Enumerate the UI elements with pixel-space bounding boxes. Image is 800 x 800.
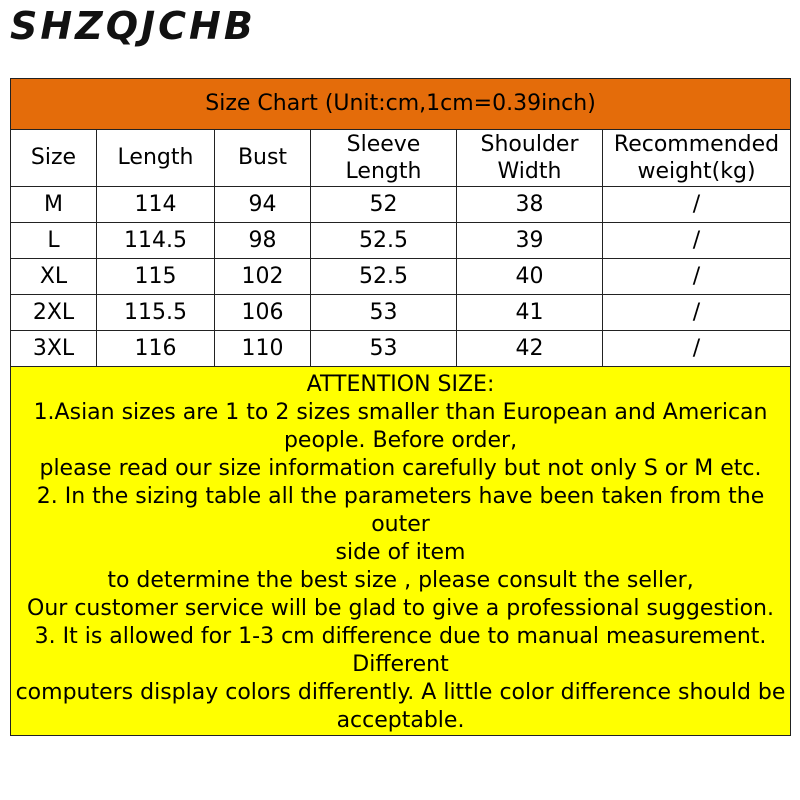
cell-shoulder-width: 40 (457, 259, 603, 295)
cell-length: 114.5 (97, 223, 215, 259)
header-length-label: Length (117, 145, 194, 170)
cell-bust: 110 (215, 331, 311, 367)
cell-shoulder-width: 39 (457, 223, 603, 259)
cell-sleeve-length: 53 (311, 331, 457, 367)
cell-size: XL (11, 259, 97, 295)
header-shoulder-width-label: Shoulder Width (480, 132, 579, 184)
note-line: computers display colors differently. A little color difference should be (15, 680, 786, 705)
cell-shoulder-width: 38 (457, 187, 603, 223)
note-line: Our customer service will be glad to give a professional suggestion. (27, 596, 774, 621)
notes-row (11, 367, 791, 736)
cell-shoulder-width: 42 (457, 331, 603, 367)
cell-size: 2XL (11, 295, 97, 331)
cell-length: 115 (97, 259, 215, 295)
cell-bust: 106 (215, 295, 311, 331)
cell-size: 3XL (11, 331, 97, 367)
cell-recommended-weight: / (603, 331, 791, 367)
table-row (11, 187, 791, 223)
header-recommended-weight-label: Recommended weight(kg) (613, 132, 780, 184)
table-row (11, 295, 791, 331)
note-line: please read our size information carefully but not only S or M etc. (39, 456, 762, 481)
note-line: to determine the best size , please consult the seller, (107, 568, 694, 593)
cell-length: 116 (97, 331, 215, 367)
header-sleeve-length-label: Sleeve Length (345, 132, 422, 184)
cell-sleeve-length: 53 (311, 295, 457, 331)
header-recommended-weight (603, 130, 791, 187)
cell-bust: 94 (215, 187, 311, 223)
header-length (97, 130, 215, 187)
note-line: Different (352, 652, 449, 677)
header-row (11, 130, 791, 187)
header-size-label: Size (30, 145, 77, 170)
note-line: 2. In the sizing table all the parameters have been taken from the outer (36, 484, 765, 537)
header-bust-label: Bust (237, 145, 288, 170)
cell-recommended-weight: / (603, 223, 791, 259)
cell-size: M (11, 187, 97, 223)
cell-bust: 102 (215, 259, 311, 295)
cell-length: 115.5 (97, 295, 215, 331)
header-shoulder-width (457, 130, 603, 187)
header-size (11, 130, 97, 187)
note-line: 3. It is allowed for 1-3 cm difference due to manual measurement. (34, 624, 767, 649)
notes-heading: ATTENTION SIZE: (306, 372, 495, 397)
table-row (11, 331, 791, 367)
size-chart-table (10, 78, 791, 736)
attention-notes (11, 367, 791, 736)
brand-logo-text: SHZQJCHB (10, 4, 256, 48)
cell-shoulder-width: 41 (457, 295, 603, 331)
table-row (11, 223, 791, 259)
header-bust (215, 130, 311, 187)
title-row (11, 79, 791, 130)
table-row (11, 259, 791, 295)
cell-sleeve-length: 52.5 (311, 259, 457, 295)
note-line: side of item (335, 540, 466, 565)
cell-sleeve-length: 52 (311, 187, 457, 223)
cell-sleeve-length: 52.5 (311, 223, 457, 259)
chart-title: Size Chart (Unit:cm,1cm=0.39inch) (11, 79, 791, 130)
cell-size: L (11, 223, 97, 259)
header-sleeve-length (311, 130, 457, 187)
cell-bust: 98 (215, 223, 311, 259)
cell-recommended-weight: / (603, 295, 791, 331)
note-line: people. Before order, (283, 428, 518, 453)
cell-recommended-weight: / (603, 187, 791, 223)
note-line: acceptable. (336, 708, 465, 733)
cell-length: 114 (97, 187, 215, 223)
cell-recommended-weight: / (603, 259, 791, 295)
note-line: 1.Asian sizes are 1 to 2 sizes smaller than European and American (33, 400, 768, 425)
